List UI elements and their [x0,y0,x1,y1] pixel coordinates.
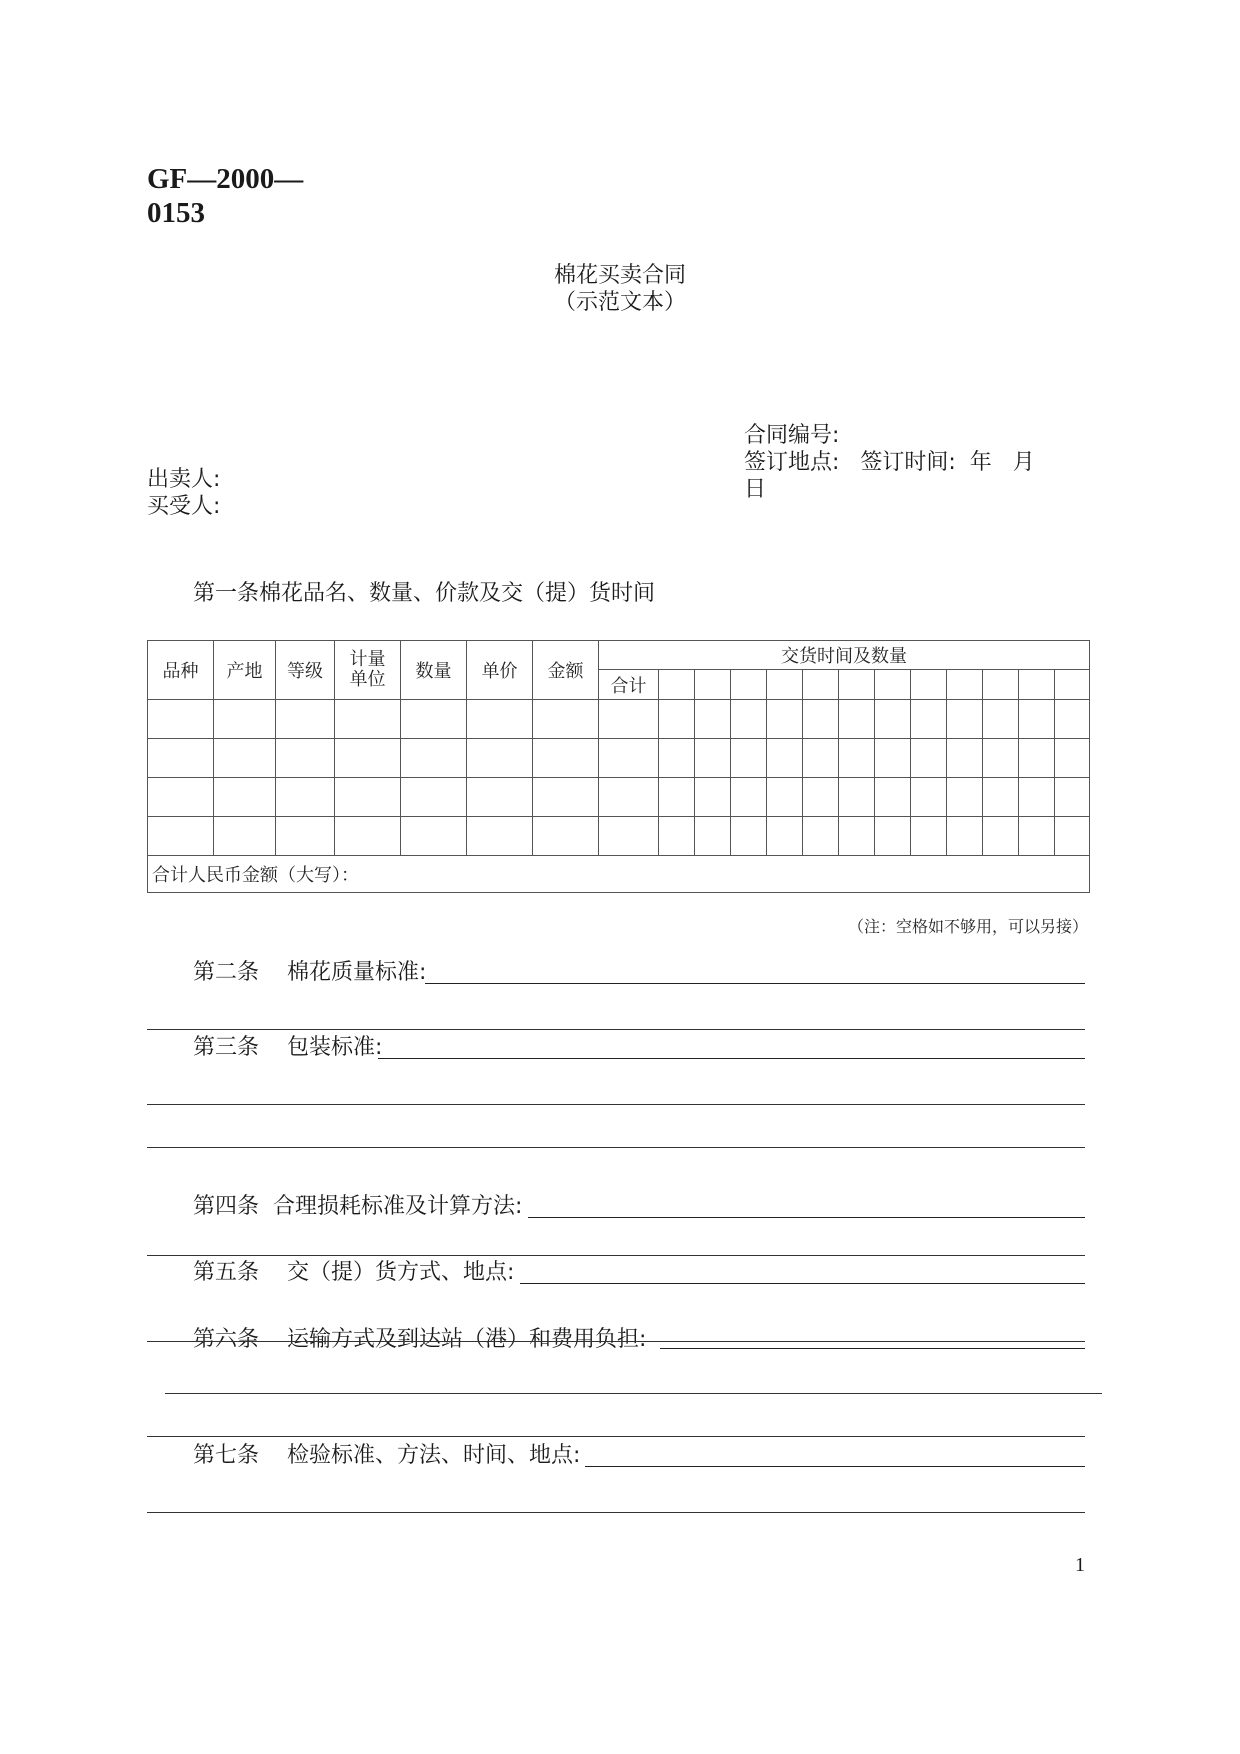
document-subtitle: （示范文本） [553,290,686,315]
col-unit [335,641,401,700]
buyer-label: 买受人: [147,494,221,519]
article-2-fill-line[interactable] [425,983,1085,984]
table-total-row [148,856,1090,893]
article-5-fill-line[interactable] [520,1283,1085,1284]
sign-day-label: 日 [744,477,767,502]
col-variety: 品种 [148,641,214,700]
document-title: 棉花买卖合同 [553,263,686,288]
document-code-line2: 0153 [147,197,205,229]
col-quantity: 数量 [401,641,467,700]
table-note: （注：空格如不够用，可以另接） [847,917,1088,936]
col-unit-line1: 计量 [349,649,386,670]
article-7-fill-line[interactable] [585,1466,1085,1467]
article-2-label: 第二条 棉花质量标准: [193,960,427,985]
article-3-fill-line[interactable] [378,1058,1085,1059]
col-grade: 等级 [276,641,335,700]
article-4-extra-line[interactable] [147,1255,1085,1256]
page-number: 1 [1075,1554,1085,1576]
table-row [148,739,1090,778]
article-7-label: 第七条 检验标准、方法、时间、地点: [193,1443,581,1468]
article-6-fill-line[interactable] [660,1348,1085,1349]
col-subtotal: 合计 [599,670,659,700]
article-1-title: 第一条棉花品名、数量、价款及交（提）货时间 [193,581,656,606]
article-4-fill-line[interactable] [528,1217,1085,1218]
article-6-extra-line-2[interactable] [147,1436,1085,1437]
article-5-label: 第五条 交（提）货方式、地点: [193,1260,515,1285]
document-code-line1: GF—2000— [147,163,304,195]
col-unit-line2: 单位 [349,669,386,690]
document-code [147,162,347,230]
sign-place-time-label: 签订地点: 签订时间: 年 月 [744,450,1035,475]
total-amount-label[interactable]: 合计人民币金额（大写）： [148,856,1090,893]
goods-table [147,640,1090,893]
article-3-extra-line-2[interactable] [147,1147,1085,1148]
article-6-extra-line-1[interactable] [165,1393,1102,1394]
col-origin: 产地 [214,641,276,700]
table-row [148,700,1090,739]
col-amount: 金额 [533,641,599,700]
article-4-label: 第四条 合理损耗标准及计算方法: [193,1194,523,1219]
article-6-strike-line [147,1341,1085,1342]
table-row [148,778,1090,817]
article-6-label: 第六条 运输方式及到达站（港）和费用负担: [193,1327,647,1352]
contract-number-label: 合同编号: [744,423,840,448]
article-2-extra-line[interactable] [147,1029,1085,1030]
table-row [148,817,1090,856]
article-3-label: 第三条 包装标准: [193,1035,383,1060]
table-header-row [148,641,1090,670]
article-7-extra-line[interactable] [147,1512,1085,1513]
seller-label: 出卖人: [147,467,221,492]
col-delivery: 交货时间及数量 [599,641,1090,670]
article-3-extra-line-1[interactable] [147,1104,1085,1105]
col-unit-price: 单价 [467,641,533,700]
